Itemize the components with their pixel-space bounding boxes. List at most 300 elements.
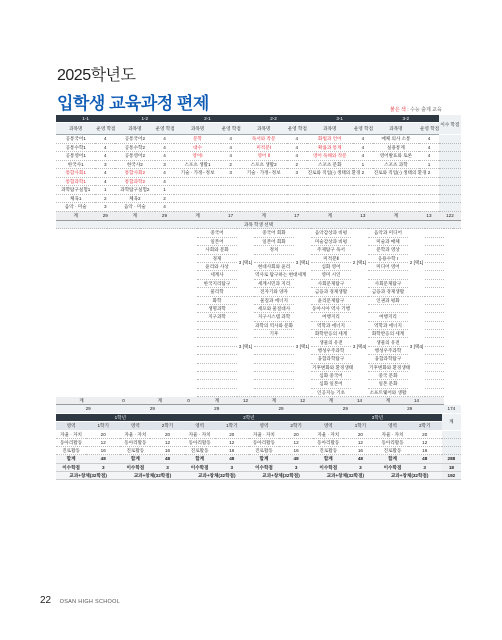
elective-subject: 윤리문제탐구 [311, 296, 351, 304]
subject-name: 영어Ⅰ [174, 152, 220, 161]
subject-row [56, 135, 461, 144]
sum-cell: 48 [408, 455, 442, 463]
semester-sum: 29 [313, 405, 377, 413]
completion-cell [442, 438, 461, 446]
subject-credit [221, 194, 241, 203]
activity-hours: 20 [150, 430, 184, 438]
year-label: 1학년 [56, 414, 185, 422]
completion-cell [439, 143, 461, 152]
subject-row [56, 160, 461, 169]
final-cell: 교과+창체(32학점) [249, 472, 313, 480]
subject-name: 과학탐구실험2 [115, 186, 154, 195]
completion-cell [439, 177, 461, 186]
elective-subject [197, 388, 237, 396]
total-value: 12 [237, 397, 254, 405]
elective-subject: 심화 일본어 [311, 380, 351, 388]
activity-hours: 20 [408, 430, 442, 438]
elective-subject: 물질과 에너지 [254, 296, 294, 304]
subject-name [373, 177, 419, 186]
completion-cell [425, 372, 444, 380]
elective-subject [368, 304, 408, 312]
semester-sum: 29 [249, 405, 313, 413]
subject-credit [287, 186, 307, 195]
elective-title: 과목 학생 선택 [56, 221, 461, 229]
subject-name: 대수 [174, 143, 220, 152]
elective-subject: 세계시민과 지리 [254, 279, 294, 287]
elective-subject: 행성우주과학 [368, 346, 408, 354]
area-header: 영역 [120, 422, 150, 430]
subject-col-header: 과목명 [174, 123, 220, 135]
total-value: 13 [353, 211, 373, 220]
elective-subject [197, 346, 237, 354]
completion-cell [425, 388, 444, 396]
activity-hours: 12 [86, 438, 120, 446]
subject-name: 화법과 언어 [307, 135, 353, 144]
subject-name [373, 186, 419, 195]
semester-sum: 29 [185, 405, 249, 413]
year-label: 2학년 [185, 414, 314, 422]
subject-name: 음악 · 미술 [56, 203, 95, 212]
column-header-row [56, 123, 461, 135]
curriculum-sheet [56, 115, 461, 480]
activity-hours: 16 [343, 447, 377, 455]
school-name: OSAN HIGH SCHOOL [59, 599, 121, 605]
subject-credit: 4 [95, 143, 115, 152]
elective-subject: 음악감상과 비평 [311, 229, 351, 237]
subject-name [174, 194, 220, 203]
elective-subject: 주제탐구 독서 [311, 246, 351, 254]
elective-credit: 3 [택4] [351, 296, 368, 397]
activity-area: 진로활동 [313, 447, 343, 455]
elective-subject: 화학 [197, 296, 237, 304]
elective-subject: 생물의 유전 [311, 338, 351, 346]
year-label: 3학년 [313, 414, 442, 422]
main-title: 입학생 교육과정 편제 [57, 94, 209, 113]
subject-credit: 4 [353, 152, 373, 161]
activity-area: 자율 · 자치 [185, 430, 215, 438]
completion-cell [425, 346, 444, 354]
subject-credit: 1 [353, 160, 373, 169]
subject-name: 독서와 작문 [240, 135, 286, 144]
total-label: 계 [311, 397, 351, 405]
total-value: 14 [408, 397, 425, 405]
subject-credit: 4 [221, 152, 241, 161]
subject-credit: 1 [155, 186, 175, 195]
subject-credit: 4 [155, 135, 175, 144]
subject-name [307, 177, 353, 186]
subject-name [240, 194, 286, 203]
subject-name [307, 194, 353, 203]
period-header: 1학기 [343, 422, 377, 430]
total-completion [425, 397, 444, 405]
subject-name: 공통국어1 [56, 135, 95, 144]
subject-row [56, 203, 461, 212]
elective-subject [197, 338, 237, 346]
sum-cell: 합계 [56, 455, 86, 463]
activity-area: 동아리활동 [313, 438, 343, 446]
elective-subject [197, 372, 237, 380]
legend-text: : 수능 출제 교육 [405, 107, 442, 113]
subject-name: 스포츠 문화 [307, 160, 353, 169]
elective-credit: 3 [택1] [294, 229, 311, 296]
activity-hours: 16 [150, 447, 184, 455]
total-value: 17 [221, 211, 241, 220]
subject-credit: 4 [155, 169, 175, 178]
elective-credit: 3 [택1] [237, 229, 254, 296]
subject-name: 공통영어2 [115, 152, 154, 161]
final-cell: 교과+창체(32학점) [377, 472, 441, 480]
subject-name: 문학 [174, 135, 220, 144]
gye-label: 계 [442, 414, 461, 431]
subject-credit: 4 [353, 143, 373, 152]
completion-cell [439, 169, 461, 178]
completion-cell [425, 338, 444, 346]
elective-subject: 역사로 탐구하는 현대세계 [255, 272, 307, 278]
activity-hours: 16 [86, 447, 120, 455]
elective-subject: 중국어 [197, 229, 237, 237]
activity-hours: 20 [279, 430, 313, 438]
subject-name: 한국사1 [56, 160, 95, 169]
elective-subject: 윤리와 사상 [197, 262, 237, 270]
elective-subject: 중국 문화 [368, 372, 408, 380]
elective-subject: 과학의 역사와 문화 [255, 322, 294, 328]
activity-area: 동아리활동 [56, 438, 86, 446]
subject-credit: 4 [287, 152, 307, 161]
total-label: 계 [254, 397, 294, 405]
semester-sum: 29 [377, 405, 441, 413]
elective-subject: 미술감상과 비평 [311, 237, 351, 245]
subject-col-header: 과목명 [307, 123, 353, 135]
final-total: 192 [442, 472, 461, 480]
subject-row [56, 152, 461, 161]
elective-total-row [56, 397, 461, 405]
elective-subject: 사회문제탐구 [311, 279, 351, 287]
activity-row [56, 447, 461, 455]
subject-credit: 2 [221, 160, 241, 169]
sum-cell: 48 [215, 455, 249, 463]
subject-name [240, 186, 286, 195]
subject-col-header: 과목명 [56, 123, 95, 135]
subject-name [174, 186, 220, 195]
area-header: 영역 [185, 422, 215, 430]
subject-credit: 4 [419, 152, 439, 161]
activity-hours: 20 [343, 430, 377, 438]
period-header: 1학기 [215, 422, 249, 430]
subject-credit: 2 [287, 160, 307, 169]
credit-cell: 3 [215, 463, 249, 471]
sum-cell: 합계 [313, 455, 343, 463]
subject-credit: 3 [155, 160, 175, 169]
credit-cell: 3 [279, 463, 313, 471]
elective-subject [254, 338, 294, 346]
subject-name: 진로와 직업(-) 생태의 환경 [307, 170, 361, 176]
elective-subject: 인권과 평화 [368, 296, 408, 304]
period-header: 1학기 [86, 422, 120, 430]
activity-area: 자율 · 자치 [120, 430, 150, 438]
completion-cell [425, 279, 444, 287]
elective-credit: 3 [택1] [294, 296, 311, 397]
semester-label: 2-2 [240, 115, 306, 123]
elective-subject: 여행지리 [311, 313, 351, 321]
elective-subject: 생물의 유전 [368, 338, 408, 346]
credit-col-header: 운영 학점 [221, 123, 241, 135]
page-header [57, 62, 209, 114]
credit-cell: 3 [408, 463, 442, 471]
activity-area: 진로활동 [377, 447, 407, 455]
credit-cell: 이수학점 [249, 463, 279, 471]
credit-cell: 이수학점 [377, 463, 407, 471]
sum-row [56, 455, 461, 463]
subject-name: 공통영어1 [56, 152, 95, 161]
elective-subject: 화학반응의 세계 [368, 330, 408, 338]
completion-cell [442, 447, 461, 455]
elective-subject: 물리학 [197, 288, 237, 296]
completion-cell [439, 186, 461, 195]
subject-credit: 1 [419, 160, 439, 169]
subject-credit: 4 [155, 143, 175, 152]
subject-name [174, 177, 220, 186]
semester-label: 3-1 [307, 115, 373, 123]
semester-sum: 29 [56, 405, 120, 413]
activity-row [56, 438, 461, 446]
subject-credit [287, 194, 307, 203]
subject-credit: 4 [155, 203, 175, 212]
subject-credit: 4 [95, 177, 115, 186]
activity-area: 진로활동 [56, 447, 86, 455]
subject-row [56, 186, 461, 195]
completion-cell [442, 430, 461, 438]
period-header: 2학기 [150, 422, 184, 430]
subject-credit [221, 186, 241, 195]
subject-credit: 2 [95, 194, 115, 203]
total-value: 12 [294, 397, 311, 405]
elective-subject: 인공지능 기초 [311, 388, 351, 396]
completion-cell [439, 135, 461, 144]
elective-subject [197, 355, 237, 363]
elective-subject: 일본어 회화 [254, 237, 294, 245]
activity-hours: 16 [408, 447, 442, 455]
completion-cell [425, 237, 444, 245]
elective-subject [254, 380, 294, 388]
subject-name [307, 186, 353, 195]
subject-credit: 4 [155, 177, 175, 186]
total-value: 0 [107, 397, 140, 405]
subject-name: 통합과학1 [56, 177, 95, 186]
final-row [56, 472, 461, 480]
elective-subject: 경제 [197, 254, 237, 262]
total-label: 계 [56, 397, 107, 405]
subject-name: 통합사회2 [115, 169, 154, 178]
credit-cell: 이수학점 [120, 463, 150, 471]
subject-credit [353, 177, 373, 186]
subject-name: 한국사2 [115, 160, 154, 169]
elective-subject: 행성우주과학 [311, 346, 351, 354]
elective-subject: 음악과 미디어 [368, 229, 408, 237]
total-label: 계 [368, 397, 408, 405]
completion-cell [425, 380, 444, 388]
subject-name: 체육2 [115, 194, 154, 203]
credit-cell: 3 [150, 463, 184, 471]
subject-credit [287, 203, 307, 212]
subject-name: 확률과 통계 [307, 143, 353, 152]
credit-cell: 이수학점 [56, 463, 86, 471]
elective-subject: 일본어 [197, 237, 237, 245]
subject-row [56, 177, 461, 186]
completion-cell [425, 363, 444, 371]
subject-name [174, 203, 220, 212]
subject-credit: 4 [287, 143, 307, 152]
subject-credit [353, 194, 373, 203]
subject-name: 통합사회1 [56, 169, 95, 178]
subject-name: 진로와 직업(-) 생태의 환경 [373, 170, 427, 176]
credit-col-header: 운영 학점 [419, 123, 439, 135]
subject-credit [353, 203, 373, 212]
subject-name: 기술 · 가정-·정보 [240, 169, 286, 178]
area-header: 영역 [313, 422, 343, 430]
total-label: 계 [140, 397, 180, 405]
completion-cell [425, 271, 444, 279]
elective-subject: 소프트웨어와 생활 [369, 389, 407, 395]
subject-name [373, 194, 419, 203]
subject-credit [287, 177, 307, 186]
elective-subject: 심화 영어 [311, 262, 351, 270]
elective-subject [368, 271, 408, 279]
elective-table [56, 221, 461, 406]
final-cell: 교과+창체(32학점) [56, 472, 120, 480]
semester-label: 1-1 [56, 115, 115, 123]
elective-subject [254, 346, 294, 354]
subject-credit: 4 [95, 169, 115, 178]
sum-total: 288 [442, 455, 461, 463]
completion-cell [425, 313, 444, 321]
activity-area: 자율 · 자치 [313, 430, 343, 438]
subject-col-header: 과목명 [373, 123, 419, 135]
period-header: 2학기 [408, 422, 442, 430]
subject-credit: 4 [419, 143, 439, 152]
total-value: 29 [155, 211, 175, 220]
semester-label: 3-2 [373, 115, 439, 123]
credit-total: 18 [442, 463, 461, 471]
subject-row [56, 194, 461, 203]
subject-credit: 4 [95, 152, 115, 161]
final-cell: 교과+창체(32학점) [185, 472, 249, 480]
subject-credit: 4 [353, 135, 373, 144]
elective-subject: 응용수학 I [368, 254, 408, 262]
required-total-row [56, 211, 461, 220]
final-cell: 교과+창체(32학점) [313, 472, 377, 480]
area-header: 영역 [377, 422, 407, 430]
activity-area: 동아리활동 [377, 438, 407, 446]
completion-cell [425, 229, 444, 237]
period-header-row [56, 422, 461, 430]
completion-cell [439, 152, 461, 161]
elective-subject: 정치 [254, 246, 294, 254]
total-label: 계 [115, 211, 154, 220]
elective-subject: 융합과학탐구 [311, 355, 351, 363]
subject-row [56, 169, 461, 178]
subject-name: 실용통계 [373, 143, 419, 152]
elective-subject [254, 254, 294, 262]
completion-cell [425, 246, 444, 254]
page-number: 22 [40, 595, 52, 606]
legend-note [390, 106, 442, 113]
elective-subject: 역학과 에너지 [311, 321, 351, 329]
subject-credit [353, 186, 373, 195]
subject-row [56, 143, 461, 152]
credit-cell: 3 [343, 463, 377, 471]
subject-name: 기술 · 가정-·정보 [174, 169, 220, 178]
elective-subject: 화학반응의 세계 [311, 330, 351, 338]
activity-table [56, 405, 461, 480]
total-value: 14 [351, 397, 368, 405]
activity-area: 자율 · 자치 [377, 430, 407, 438]
legend-red-label: 붉은 색 [390, 107, 406, 113]
subject-col-header: 과목명 [240, 123, 286, 135]
activity-row [56, 430, 461, 438]
elective-subject: 세포와 물질대사 [254, 304, 294, 312]
total-label: 계 [307, 211, 353, 220]
subject-name: 공통수학2 [115, 143, 154, 152]
activity-area: 동아리활동 [185, 438, 215, 446]
required-table [56, 115, 461, 221]
sum-cell: 합계 [249, 455, 279, 463]
elective-subject: 기후 [254, 330, 294, 338]
activity-hours: 12 [279, 438, 313, 446]
elective-subject: 융합과학탐구 [368, 355, 408, 363]
subject-credit [419, 177, 439, 186]
subject-name: 체육1 [56, 194, 95, 203]
subject-credit: 4 [221, 135, 241, 144]
credit-row [56, 463, 461, 471]
semester-sum-row [56, 405, 461, 413]
subject-credit: 4 [221, 143, 241, 152]
completion-cell [425, 330, 444, 338]
activity-hours: 12 [150, 438, 184, 446]
period-header: 2학기 [279, 422, 313, 430]
elective-subject: 사회와 문화 [197, 246, 237, 254]
completion-cell [425, 262, 444, 270]
grand-sum: 174 [442, 405, 461, 413]
credit-cell: 이수학점 [185, 463, 215, 471]
elective-subject [254, 388, 294, 396]
subject-name: 과학탐구실험1 [56, 186, 95, 195]
subject-credit [419, 186, 439, 195]
sum-cell: 48 [343, 455, 377, 463]
sum-cell: 합계 [377, 455, 407, 463]
activity-area: 진로활동 [249, 447, 279, 455]
subject-name: 스포츠 생활2 [240, 160, 286, 169]
subject-credit: 2 [419, 169, 439, 178]
final-cell: 교과+창체(32학점) [120, 472, 184, 480]
elective-subject: 중국어 회화 [254, 229, 294, 237]
activity-hours: 20 [215, 430, 249, 438]
elective-subject: 전자기와 양자 [254, 288, 294, 296]
completion-header: 이수 학점 [439, 115, 461, 135]
subject-name: 공통국어2 [115, 135, 154, 144]
total-completion: 122 [439, 211, 461, 220]
subject-credit: 3 [95, 203, 115, 212]
total-label: 계 [56, 211, 95, 220]
subject-name: 영어 Ⅱ [240, 152, 286, 161]
elective-subject [254, 363, 294, 371]
subject-name: 음악 · 미술 [115, 203, 154, 212]
elective-subject: 한국지리탐구 [197, 279, 237, 287]
activity-area: 자율 · 자치 [249, 430, 279, 438]
semester-label: 2-1 [174, 115, 240, 123]
subject-name: 공통수학1 [56, 143, 95, 152]
subject-credit [419, 203, 439, 212]
subject-credit: 3 [95, 160, 115, 169]
